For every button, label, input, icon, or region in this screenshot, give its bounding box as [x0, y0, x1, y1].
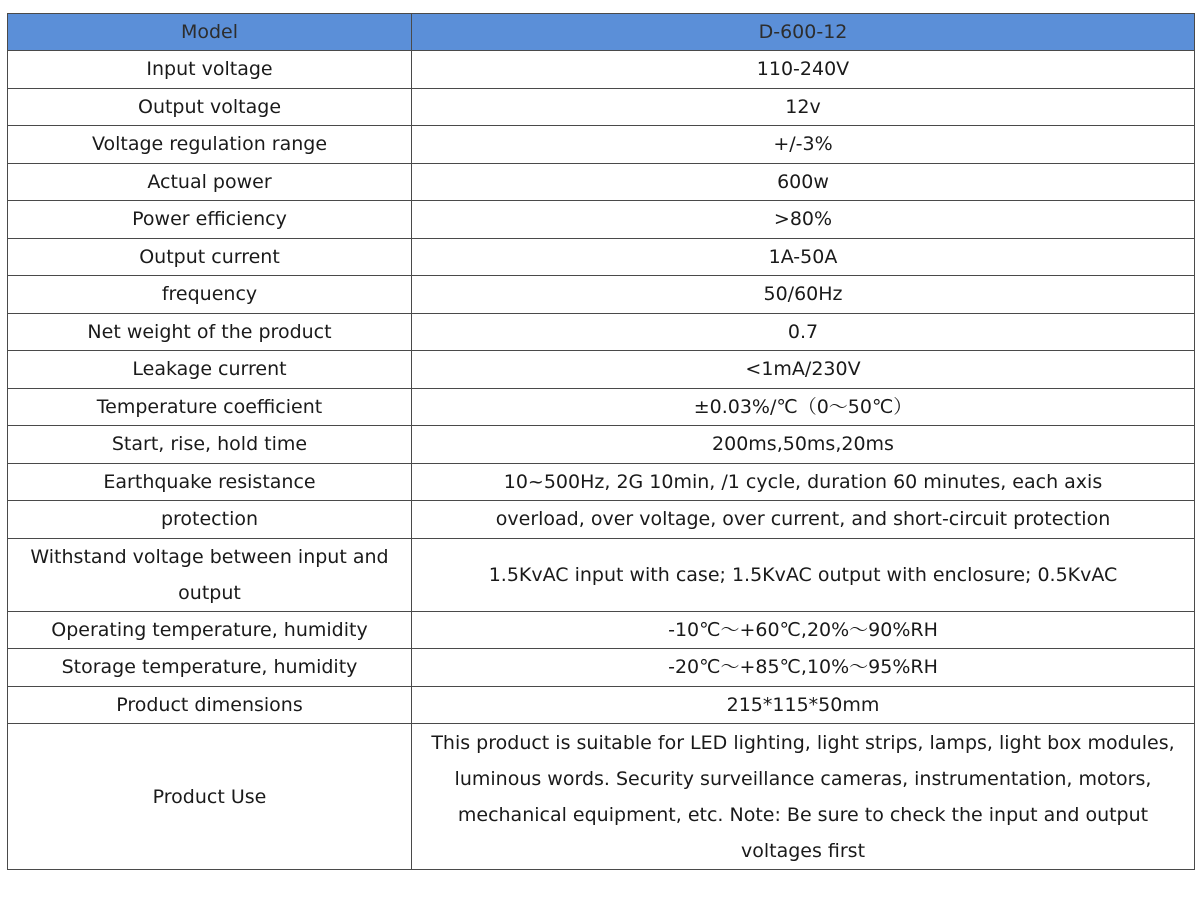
spec-value: 110-240V [412, 51, 1195, 89]
spec-value: This product is suitable for LED lighting, light strips, lamps, light box modules, luminous words. Security surveillance cameras, instrumentation, motors, mechanical equipment, etc. Note: Be sure to check the input and output voltages first [412, 724, 1195, 870]
spec-label: Storage temperature, humidity [8, 649, 412, 687]
spec-label: Temperature coefficient [8, 388, 412, 426]
spec-value: -20℃～+85℃,10%～95%RH [412, 649, 1195, 687]
spec-label: Product dimensions [8, 686, 412, 724]
table-row [8, 313, 1195, 351]
table-row [8, 611, 1195, 649]
header-label-cell: Model [8, 14, 412, 51]
table-row [8, 686, 1195, 724]
spec-label: Start, rise, hold time [8, 426, 412, 464]
table-row [8, 126, 1195, 164]
table-row [8, 238, 1195, 276]
spec-label: protection [8, 501, 412, 539]
spec-value: >80% [412, 201, 1195, 239]
table-row [8, 538, 1195, 611]
spec-label: Voltage regulation range [8, 126, 412, 164]
table-row [8, 201, 1195, 239]
spec-label: frequency [8, 276, 412, 314]
spec-value: 12v [412, 88, 1195, 126]
spec-value: overload, over voltage, over current, and short-circuit protection [412, 501, 1195, 539]
spec-label: Net weight of the product [8, 313, 412, 351]
spec-label: Withstand voltage between input and output [8, 538, 412, 611]
spec-label: Power efficiency [8, 201, 412, 239]
table-row [8, 88, 1195, 126]
spec-label: Output current [8, 238, 412, 276]
table-row [8, 276, 1195, 314]
spec-label: Product Use [8, 724, 412, 870]
table-row [8, 163, 1195, 201]
table-row [8, 724, 1195, 870]
table-row [8, 426, 1195, 464]
spec-value: +/-3% [412, 126, 1195, 164]
table-row [8, 351, 1195, 389]
spec-value: 10~500Hz, 2G 10min, /1 cycle, duration 60 minutes, each axis [412, 463, 1195, 501]
spec-value: 50/60Hz [412, 276, 1195, 314]
header-value-cell: D-600-12 [412, 14, 1195, 51]
table-row [8, 501, 1195, 539]
spec-value: <1mA/230V [412, 351, 1195, 389]
table-row [8, 463, 1195, 501]
spec-value: 1.5KvAC input with case; 1.5KvAC output with enclosure; 0.5KvAC [412, 538, 1195, 611]
spec-value: 600w [412, 163, 1195, 201]
table-header-row [8, 14, 1195, 51]
table-row [8, 649, 1195, 687]
spec-value: 215*115*50mm [412, 686, 1195, 724]
spec-value: ±0.03%/℃（0～50℃） [412, 388, 1195, 426]
spec-value: 0.7 [412, 313, 1195, 351]
spec-table [7, 13, 1195, 870]
spec-label: Output voltage [8, 88, 412, 126]
spec-label: Input voltage [8, 51, 412, 89]
table-row [8, 388, 1195, 426]
spec-value: 200ms,50ms,20ms [412, 426, 1195, 464]
spec-label: Earthquake resistance [8, 463, 412, 501]
spec-value: -10℃～+60℃,20%～90%RH [412, 611, 1195, 649]
spec-label: Operating temperature, humidity [8, 611, 412, 649]
spec-label: Actual power [8, 163, 412, 201]
spec-value: 1A-50A [412, 238, 1195, 276]
table-row [8, 51, 1195, 89]
spec-label: Leakage current [8, 351, 412, 389]
